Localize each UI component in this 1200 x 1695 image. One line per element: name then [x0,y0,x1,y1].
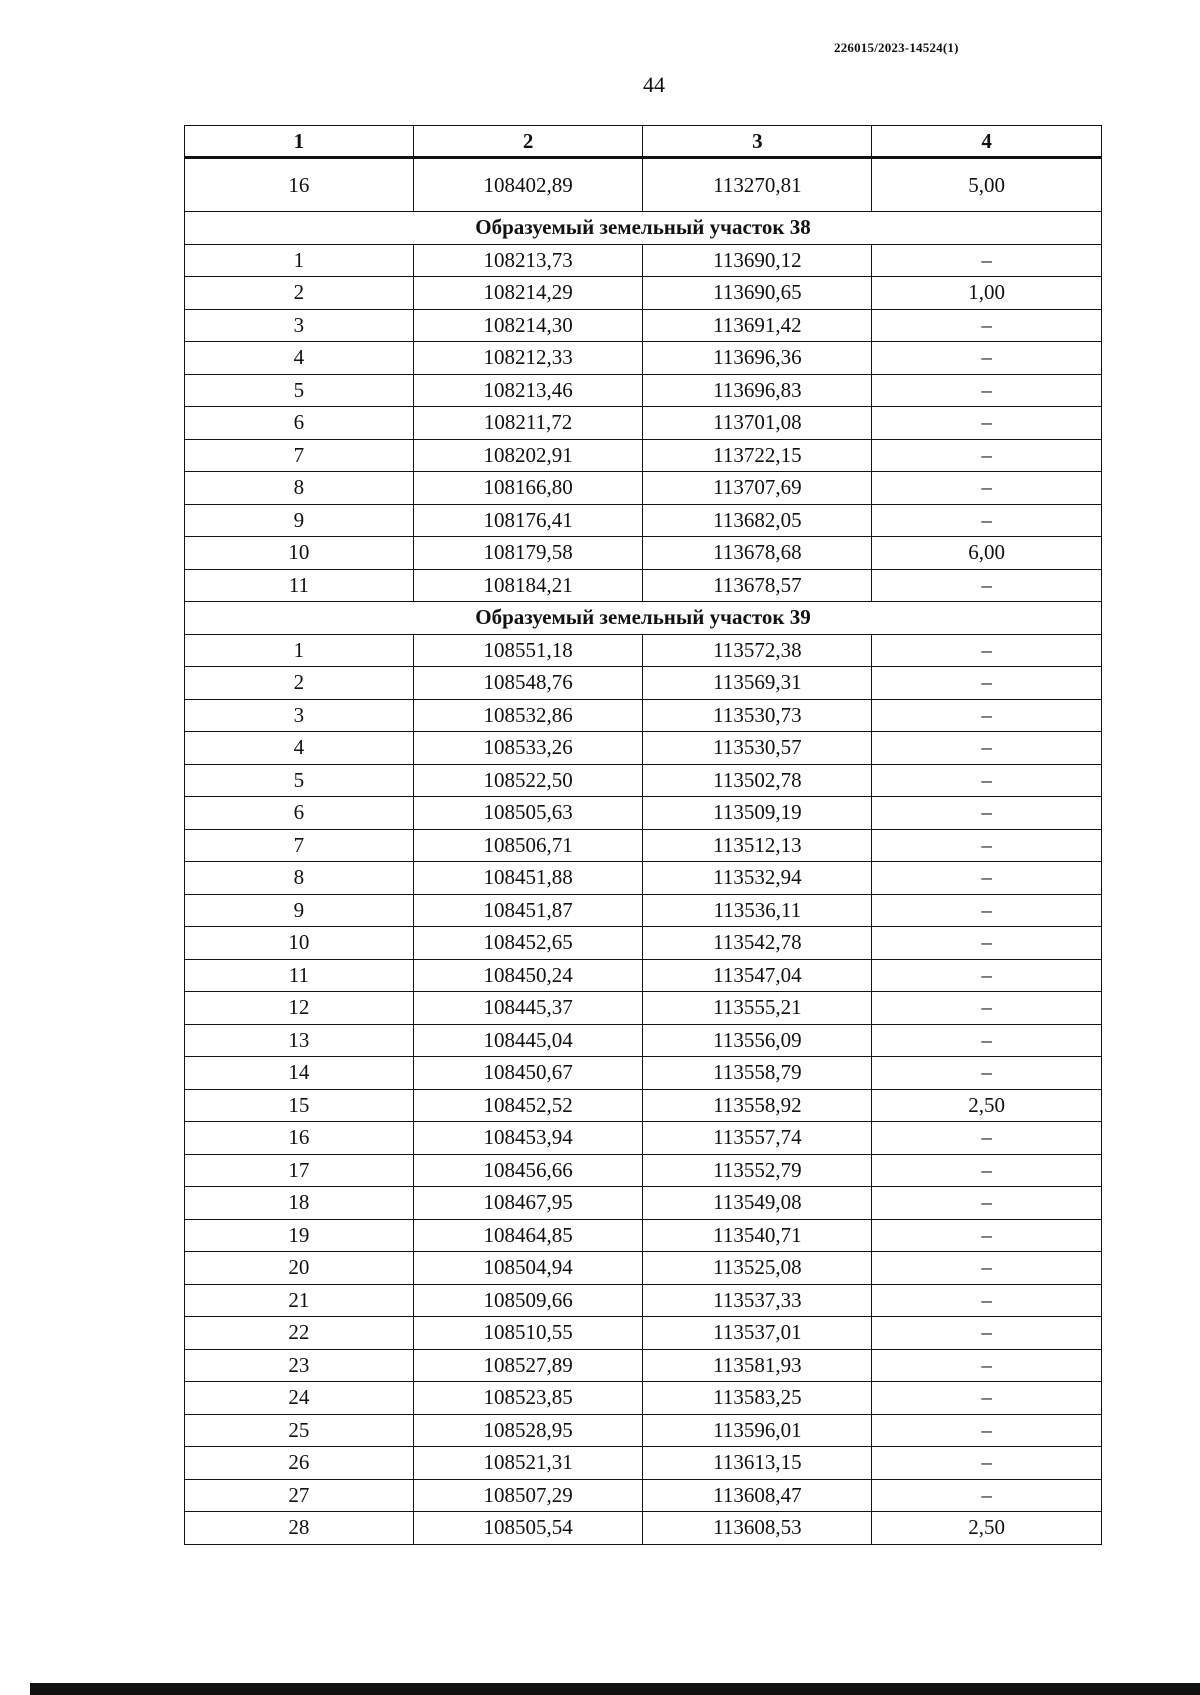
coordinate-y: 113532,94 [643,862,872,895]
table-row [185,797,1102,830]
coordinate-y: 113558,92 [643,1089,872,1122]
coordinate-x: 108505,54 [413,1512,643,1545]
coordinate-y: 113542,78 [643,927,872,960]
distance-value: – [872,1349,1102,1382]
coordinate-y: 113558,79 [643,1057,872,1090]
table-row [185,1089,1102,1122]
distance-value: – [872,504,1102,537]
coordinate-x: 108450,24 [413,959,643,992]
point-number: 5 [185,374,414,407]
column-header-row [185,126,1102,158]
coordinate-x: 108213,73 [413,244,643,277]
coordinate-y: 113583,25 [643,1382,872,1415]
table-row [185,277,1102,310]
point-number: 8 [185,472,414,505]
distance-value: – [872,732,1102,765]
coordinate-y: 113555,21 [643,992,872,1025]
table-row [185,472,1102,505]
table-row [185,927,1102,960]
distance-value: – [872,569,1102,602]
distance-value: – [872,342,1102,375]
table-row [185,862,1102,895]
table-row [185,1024,1102,1057]
coordinate-y: 113690,12 [643,244,872,277]
coordinate-y: 113690,65 [643,277,872,310]
distance-value: 1,00 [872,277,1102,310]
table-row [185,732,1102,765]
distance-value: – [872,374,1102,407]
point-number: 26 [185,1447,414,1480]
point-number: 9 [185,504,414,537]
coordinate-x: 108532,86 [413,699,643,732]
coordinate-x: 108548,76 [413,667,643,700]
table-row [185,439,1102,472]
section-header-row [185,602,1102,635]
point-number: 1 [185,634,414,667]
coordinate-x: 108467,95 [413,1187,643,1220]
table-row [185,407,1102,440]
page-number: 44 [643,72,665,97]
coordinate-x: 108456,66 [413,1154,643,1187]
distance-value: – [872,1479,1102,1512]
coordinate-y: 113608,47 [643,1479,872,1512]
coordinate-x: 108506,71 [413,829,643,862]
table-row [185,1252,1102,1285]
coordinate-y: 113581,93 [643,1349,872,1382]
distance-value: – [872,862,1102,895]
coordinate-y: 113270,81 [643,158,872,212]
coordinate-y: 113537,01 [643,1317,872,1350]
table-row [185,309,1102,342]
table-row [185,1447,1102,1480]
coordinate-y: 113678,68 [643,537,872,570]
coordinate-x: 108528,95 [413,1414,643,1447]
distance-value: – [872,244,1102,277]
point-number: 13 [185,1024,414,1057]
table-row [185,537,1102,570]
table-row [185,1154,1102,1187]
coordinate-y: 113547,04 [643,959,872,992]
table-row [185,894,1102,927]
point-number: 16 [185,158,414,212]
point-number: 6 [185,797,414,830]
section-header-row [185,212,1102,245]
distance-value: – [872,1219,1102,1252]
table-row [185,1479,1102,1512]
distance-value: – [872,1447,1102,1480]
table-row [185,1382,1102,1415]
coordinate-y: 113502,78 [643,764,872,797]
section-title: Образуемый земельный участок 39 [185,602,1102,635]
coordinate-y: 113691,42 [643,309,872,342]
table-row [185,1349,1102,1382]
column-header: 1 [185,126,414,158]
distance-value: – [872,764,1102,797]
distance-value: – [872,407,1102,440]
distance-value: 2,50 [872,1089,1102,1122]
coordinate-y: 113707,69 [643,472,872,505]
coordinate-x: 108212,33 [413,342,643,375]
coordinate-y: 113530,57 [643,732,872,765]
coordinate-y: 113696,36 [643,342,872,375]
table-row [185,1122,1102,1155]
point-number: 10 [185,537,414,570]
coordinate-x: 108533,26 [413,732,643,765]
coordinate-y: 113557,74 [643,1122,872,1155]
distance-value: – [872,1154,1102,1187]
distance-value: – [872,1284,1102,1317]
distance-value: – [872,667,1102,700]
coordinate-y: 113682,05 [643,504,872,537]
table-row [185,1057,1102,1090]
coordinate-x: 108402,89 [413,158,643,212]
coordinates-table [184,125,1102,1545]
table-row [185,1317,1102,1350]
coordinate-y: 113549,08 [643,1187,872,1220]
table-row [185,634,1102,667]
coordinate-x: 108211,72 [413,407,643,440]
table-row [185,1187,1102,1220]
coordinate-x: 108451,87 [413,894,643,927]
point-number: 20 [185,1252,414,1285]
point-number: 19 [185,1219,414,1252]
coordinate-x: 108451,88 [413,862,643,895]
point-number: 14 [185,1057,414,1090]
coordinate-x: 108452,52 [413,1089,643,1122]
point-number: 3 [185,699,414,732]
table-row [185,1414,1102,1447]
coordinates-table-body [185,126,1102,1545]
coordinate-x: 108214,30 [413,309,643,342]
table-row [185,764,1102,797]
coordinate-y: 113512,13 [643,829,872,862]
coordinate-y: 113722,15 [643,439,872,472]
distance-value: – [872,894,1102,927]
table-row [185,504,1102,537]
distance-value: – [872,1252,1102,1285]
distance-value: – [872,439,1102,472]
coordinate-y: 113701,08 [643,407,872,440]
point-number: 9 [185,894,414,927]
coordinate-x: 108551,18 [413,634,643,667]
point-number: 2 [185,667,414,700]
table-row [185,569,1102,602]
point-number: 6 [185,407,414,440]
table-row [185,1284,1102,1317]
point-number: 21 [185,1284,414,1317]
coordinate-y: 113596,01 [643,1414,872,1447]
table-row [185,244,1102,277]
distance-value: – [872,959,1102,992]
document-id: 226015/2023-14524(1) [834,40,959,55]
coordinate-y: 113556,09 [643,1024,872,1057]
distance-value: – [872,1122,1102,1155]
table-row [185,959,1102,992]
coordinate-y: 113530,73 [643,699,872,732]
coordinate-y: 113613,15 [643,1447,872,1480]
distance-value: – [872,1024,1102,1057]
point-number: 17 [185,1154,414,1187]
coordinate-y: 113572,38 [643,634,872,667]
coordinate-x: 108464,85 [413,1219,643,1252]
table-row [185,1512,1102,1545]
distance-value: – [872,1187,1102,1220]
coordinate-x: 108507,29 [413,1479,643,1512]
coordinate-x: 108184,21 [413,569,643,602]
coordinate-x: 108522,50 [413,764,643,797]
coordinate-y: 113552,79 [643,1154,872,1187]
coordinate-x: 108509,66 [413,1284,643,1317]
point-number: 23 [185,1349,414,1382]
distance-value: – [872,829,1102,862]
coordinate-y: 113536,11 [643,894,872,927]
coordinate-x: 108450,67 [413,1057,643,1090]
coordinate-x: 108445,37 [413,992,643,1025]
distance-value: – [872,472,1102,505]
coordinate-x: 108505,63 [413,797,643,830]
coordinate-y: 113569,31 [643,667,872,700]
point-number: 11 [185,569,414,602]
column-header: 3 [643,126,872,158]
coordinate-x: 108445,04 [413,1024,643,1057]
coordinate-x: 108176,41 [413,504,643,537]
point-number: 24 [185,1382,414,1415]
point-number: 5 [185,764,414,797]
point-number: 10 [185,927,414,960]
point-number: 7 [185,829,414,862]
table-row [185,342,1102,375]
distance-value: – [872,797,1102,830]
coordinate-x: 108504,94 [413,1252,643,1285]
coordinate-x: 108179,58 [413,537,643,570]
coordinate-x: 108452,65 [413,927,643,960]
point-number: 11 [185,959,414,992]
coordinate-x: 108453,94 [413,1122,643,1155]
point-number: 2 [185,277,414,310]
distance-value: – [872,634,1102,667]
distance-value: – [872,1382,1102,1415]
distance-value: 2,50 [872,1512,1102,1545]
point-number: 7 [185,439,414,472]
point-number: 3 [185,309,414,342]
point-number: 1 [185,244,414,277]
coordinate-y: 113696,83 [643,374,872,407]
distance-value: – [872,992,1102,1025]
point-number: 16 [185,1122,414,1155]
point-number: 4 [185,342,414,375]
distance-value: – [872,927,1102,960]
table-row [185,667,1102,700]
point-number: 4 [185,732,414,765]
point-number: 27 [185,1479,414,1512]
distance-value: – [872,1057,1102,1090]
distance-value: – [872,1414,1102,1447]
coordinate-x: 108527,89 [413,1349,643,1382]
point-number: 12 [185,992,414,1025]
table-row [185,158,1102,212]
distance-value: – [872,1317,1102,1350]
distance-value: – [872,309,1102,342]
point-number: 15 [185,1089,414,1122]
column-header: 2 [413,126,643,158]
coordinate-x: 108523,85 [413,1382,643,1415]
point-number: 25 [185,1414,414,1447]
coordinate-x: 108521,31 [413,1447,643,1480]
coordinate-x: 108166,80 [413,472,643,505]
coordinate-y: 113540,71 [643,1219,872,1252]
table-row [185,829,1102,862]
coordinate-y: 113678,57 [643,569,872,602]
coordinate-x: 108202,91 [413,439,643,472]
point-number: 8 [185,862,414,895]
coordinate-y: 113537,33 [643,1284,872,1317]
point-number: 28 [185,1512,414,1545]
coordinate-x: 108214,29 [413,277,643,310]
distance-value: – [872,699,1102,732]
table-row [185,992,1102,1025]
point-number: 18 [185,1187,414,1220]
distance-value: 5,00 [872,158,1102,212]
distance-value: 6,00 [872,537,1102,570]
coordinate-x: 108213,46 [413,374,643,407]
point-number: 22 [185,1317,414,1350]
coordinate-y: 113525,08 [643,1252,872,1285]
coordinate-y: 113509,19 [643,797,872,830]
table-row [185,374,1102,407]
column-header: 4 [872,126,1102,158]
section-title: Образуемый земельный участок 38 [185,212,1102,245]
scan-edge-bar [30,1683,1200,1695]
coordinate-y: 113608,53 [643,1512,872,1545]
table-row [185,699,1102,732]
table-row [185,1219,1102,1252]
coordinate-x: 108510,55 [413,1317,643,1350]
